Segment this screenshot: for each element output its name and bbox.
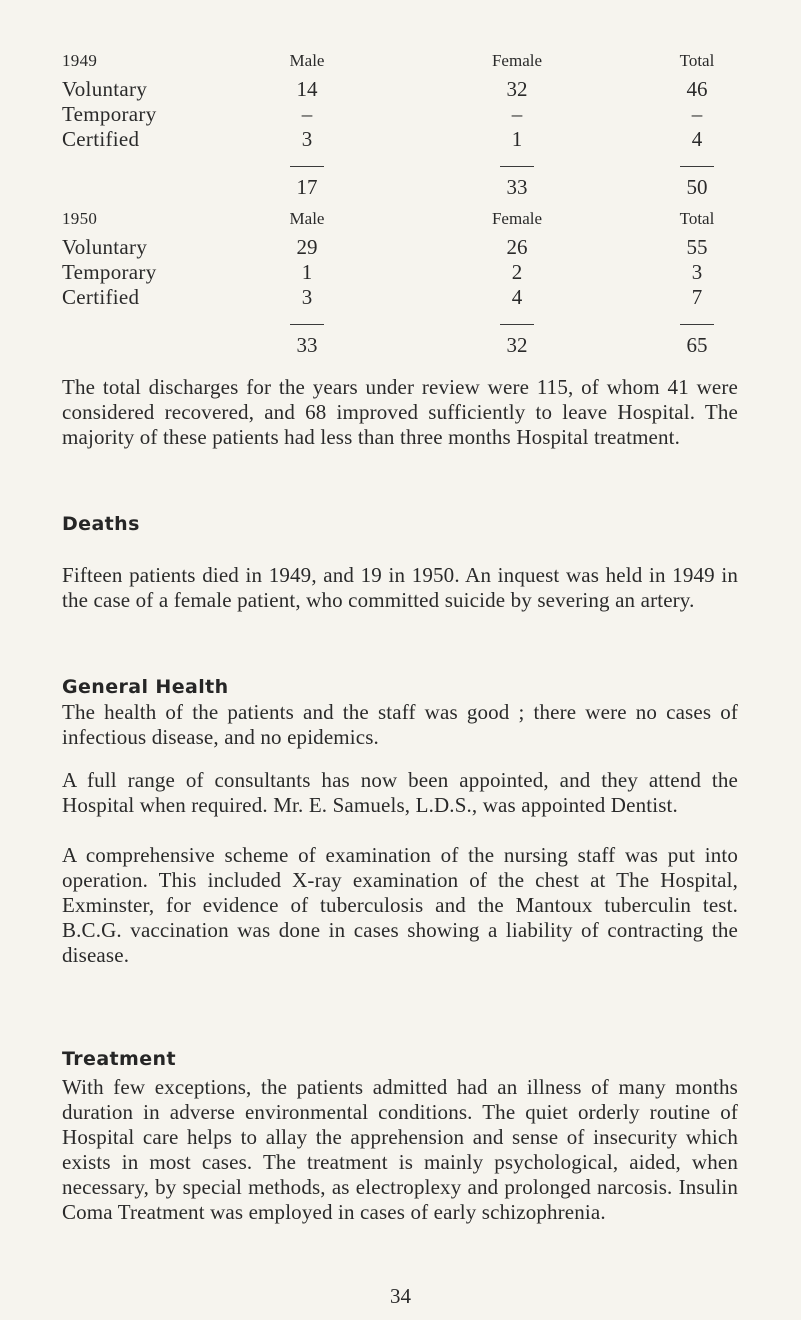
deaths-paragraph: Fifteen patients died in 1949, and 19 in 1950. An inquest was held in 1949 in the case of a female patient, who committed suicide by severing an artery. [62, 563, 738, 612]
cell-male: 14 [296, 77, 318, 101]
sum-rule [680, 166, 714, 167]
row-label: Temporary [62, 260, 157, 284]
cell-male: 3 [301, 285, 313, 309]
row-label: Certified [62, 127, 140, 151]
cell-total: 7 [691, 285, 703, 309]
cell-total: 4 [691, 127, 703, 151]
table-year: 1949 [62, 51, 98, 70]
row-label: Temporary [62, 102, 157, 126]
cell-female: 2 [511, 260, 523, 284]
cell-male: 29 [296, 235, 318, 259]
general-health-paragraph: The health of the patients and the staff was good ; there were no cases of infectious disease, and no epidemics. [62, 700, 738, 749]
total-female: 33 [506, 175, 528, 199]
general-health-paragraph: A full range of consultants has now been appointed, and they attend the Hospital when required. Mr. E. Samuels, L.D.S., was appointed Dentist. [62, 768, 738, 817]
totals-row [62, 332, 722, 358]
table-year: 1950 [62, 209, 98, 228]
table-row [62, 284, 722, 310]
table-row [62, 76, 722, 102]
sum-rule [290, 166, 324, 167]
deaths-heading: Deaths [62, 513, 140, 535]
page-number: 34 [390, 1284, 411, 1308]
header-male: Male [289, 209, 325, 228]
cell-male: 1 [301, 260, 313, 284]
table-row [62, 101, 722, 127]
table-row [62, 259, 722, 285]
total-total: 50 [686, 175, 708, 199]
table-header-row [62, 48, 722, 74]
cell-male: 3 [301, 127, 313, 151]
cell-female: 4 [511, 285, 523, 309]
cell-total: 55 [686, 235, 708, 259]
cell-total: 3 [691, 260, 703, 284]
cell-female: 1 [511, 127, 523, 151]
total-male: 33 [296, 333, 318, 357]
row-label: Certified [62, 285, 140, 309]
totals-row [62, 174, 722, 200]
cell-female: 26 [506, 235, 528, 259]
sum-rule [680, 324, 714, 325]
row-label: Voluntary [62, 235, 148, 259]
total-male: 17 [296, 175, 318, 199]
cell-total: 46 [686, 77, 708, 101]
header-female: Female [491, 51, 543, 70]
general-health-paragraph: A comprehensive scheme of examination of the nursing staff was put into operation. This included X-ray examination of the chest at The Hospital, Exminster, for evidence of tuberculosis and the Mantoux tuberculin test. B.C.G. vaccination was done in cases showing a liability of contracting the disease. [62, 843, 738, 967]
treatment-heading: Treatment [62, 1048, 176, 1070]
cell-total: – [691, 102, 703, 126]
cell-female: – [511, 102, 523, 126]
table-row [62, 126, 722, 152]
header-total: Total [679, 209, 715, 228]
sum-rule [500, 166, 534, 167]
header-total: Total [679, 51, 715, 70]
row-label: Voluntary [62, 77, 148, 101]
total-total: 65 [686, 333, 708, 357]
sum-rule [290, 324, 324, 325]
header-female: Female [491, 209, 543, 228]
table-row [62, 234, 722, 260]
total-female: 32 [506, 333, 528, 357]
treatment-paragraph: With few exceptions, the patients admitted had an illness of many months duration in adverse environmental conditions. The quiet orderly routine of Hospital care helps to allay the apprehension and sense of insecurity which exists in most cases. The treatment is mainly psychological, aided, when necessary, by special methods, as electroplexy and prolonged narcosis. Insulin Coma Treatment was employed in cases of early schizophrenia. [62, 1075, 738, 1224]
table-header-row [62, 206, 722, 232]
header-male: Male [289, 51, 325, 70]
sum-rule [500, 324, 534, 325]
cell-female: 32 [506, 77, 528, 101]
general-health-heading: General Health [62, 676, 229, 698]
discharges-paragraph: The total discharges for the years under review were 115, of whom 41 were considered recovered, and 68 improved sufficiently to leave Hospital. The majority of these patients had less than three months Hospital treatment. [62, 375, 738, 449]
cell-male: – [301, 102, 313, 126]
